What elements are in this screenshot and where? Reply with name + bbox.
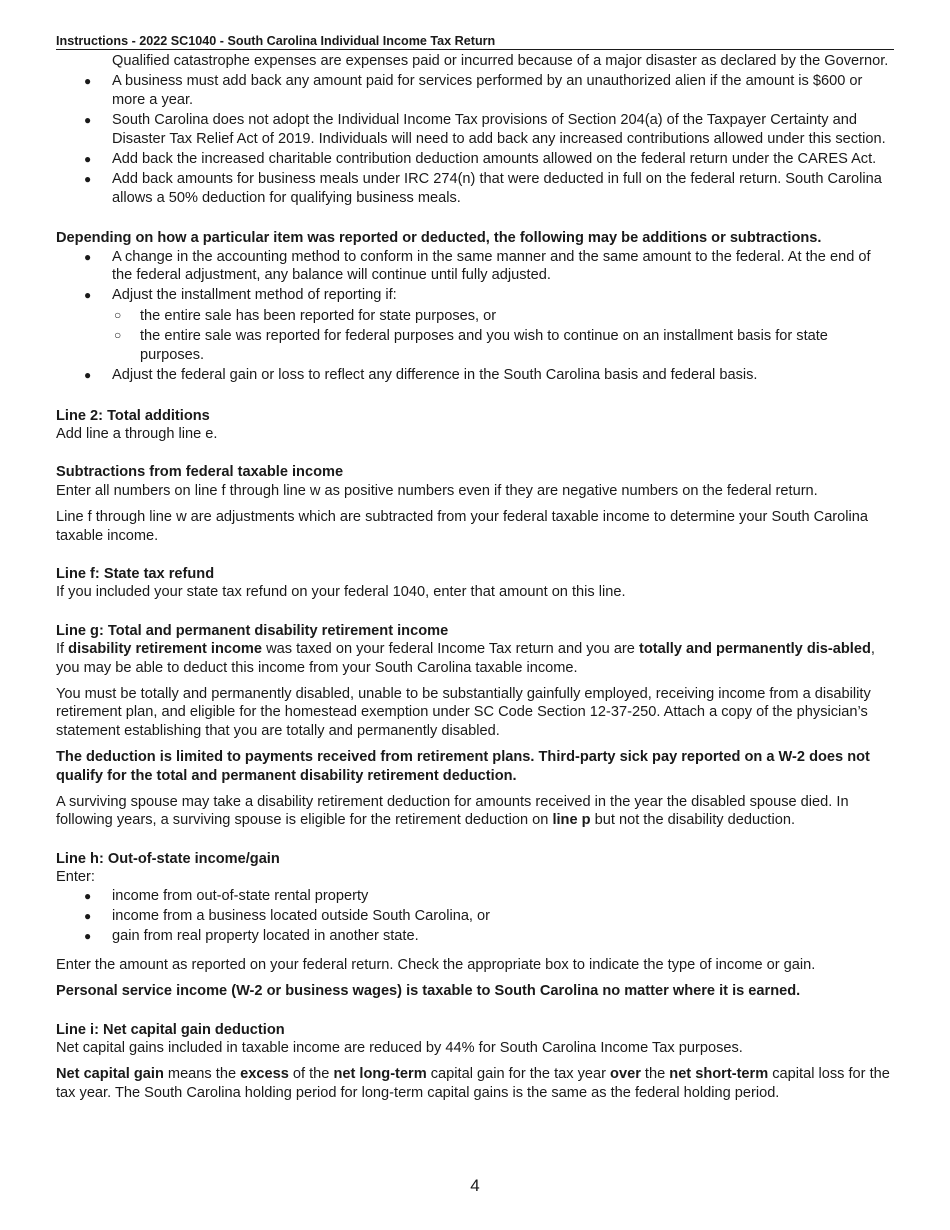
installment-sublist — [112, 307, 894, 364]
lineg-p2: You must be totally and permanently disabled, unable to be substantially gainfully employed, receiving income from a disability retirement plan, and eligible for the homestead exemption under SC Code Section 12-37-250. Attach a copy of the physician’s statement establishing that you are totally and permanently disabled. — [56, 685, 871, 739]
lineg-p4: A surviving spouse may take a disability retirement deduction for amounts received in the year the disabled spouse died. In following years, a surviving spouse is eligible for the retirement deduction on line p but not the disability deduction. — [56, 794, 849, 829]
lineg-p3: The deduction is limited to payments received from retirement plans. Third-party sick pay reported on a W-2 does not qualify for the total and permanent disability retirement deduction. — [56, 749, 870, 784]
subtractions-p2: Line f through line w are adjustments which are subtracted from your federal taxable income to determine your South Carolina taxable income. — [56, 509, 869, 544]
line2-text: Add line a through line e. — [56, 425, 218, 442]
bullet-icon: ● — [84, 888, 92, 903]
page-number: 4 — [470, 1176, 480, 1195]
list-item: ● A change in the accounting method to conform in the same manner and the same amount to the federal. At the end of the federal adjustment, any balance will continue until fully adjusted. — [84, 248, 871, 284]
line2-heading: Line 2: Total additions — [56, 407, 210, 424]
bullet-icon: ● — [84, 288, 92, 303]
lineh-heading: Line h: Out-of-state income/gain — [56, 850, 280, 867]
circle-bullet-icon: ○ — [114, 307, 122, 322]
list-item: ● Add back amounts for business meals under IRC 274(n) that were deducted in full on the federal return. South Carolina allows a 50% deduction for qualifying business meals. — [84, 171, 882, 206]
subtractions-heading: Subtractions from federal taxable income — [56, 464, 344, 481]
linei-heading: Line i: Net capital gain deduction — [56, 1021, 285, 1038]
bullet-icon: ● — [84, 113, 92, 128]
list-item: ● A business must add back any amount paid for services performed by an unauthorized alien if the amount is $600 or more a year. — [84, 73, 863, 108]
list-item: ● income from a business located outside South Carolina, or — [84, 908, 491, 925]
list-item: ● Adjust the federal gain or loss to reflect any difference in the South Carolina basis and federal basis. — [84, 367, 758, 384]
bullet-icon: ● — [84, 368, 92, 383]
lineh-p1: Enter the amount as reported on your federal return. Check the appropriate box to indicate the type of income or gain. — [56, 956, 816, 973]
list-item: ● Add back the increased charitable contribution deduction amounts allowed on the federal return under the CARES Act. — [84, 151, 877, 168]
circle-bullet-icon: ○ — [114, 328, 122, 343]
list-item: ● South Carolina does not adopt the Individual Income Tax provisions of Section 204(a) of the Taxpayer Certainty and Disaster Tax Relief Act of 2019. Individuals will need to add back any increased contributions allowed under this section. — [84, 112, 886, 147]
linef-text: If you included your state tax refund on your federal 1040, enter that amount on this line. — [56, 584, 626, 601]
lineg-heading: Line g: Total and permanent disability retirement income — [56, 622, 449, 639]
linei-p2: Net capital gain means the excess of the net long-term capital gain for the tax year over the net short-term capital loss for the tax year. The South Carolina holding period for long-term capital gains is the same as the federal holding period. — [56, 1066, 890, 1101]
bullet-icon: ● — [84, 172, 92, 187]
lineh-enter: Enter: — [56, 869, 95, 886]
bullet-icon: ● — [84, 909, 92, 924]
bullet-icon: ● — [84, 74, 92, 89]
lineh-list — [56, 887, 894, 946]
subtractions-p1: Enter all numbers on line f through line w as positive numbers even if they are negative numbers on the federal return. — [56, 482, 818, 499]
intro-continuation: Qualified catastrophe expenses are expenses paid or incurred because of a major disaster as declared by the Governor. — [112, 53, 889, 69]
bullet-icon: ● — [84, 249, 92, 264]
depending-list — [56, 248, 894, 385]
additions-list — [56, 72, 894, 207]
sub-list-item: ○ the entire sale was reported for federal purposes and you wish to continue on an installment basis for state purposes. — [114, 328, 828, 363]
depending-heading: Depending on how a particular item was reported or deducted, the following may be additions or subtractions. — [56, 230, 822, 247]
list-item: ● gain from real property located in another state. — [84, 928, 419, 945]
list-item: ● income from out-of-state rental property — [84, 887, 369, 904]
bullet-icon: ● — [84, 929, 92, 944]
sub-list-item: ○ the entire sale has been reported for state purposes, or — [114, 307, 497, 324]
lineh-p2: Personal service income (W-2 or business wages) is taxable to South Carolina no matter where it is earned. — [56, 983, 801, 1000]
linei-p1: Net capital gains included in taxable income are reduced by 44% for South Carolina Income Tax purposes. — [56, 1040, 743, 1057]
linef-heading: Line f: State tax refund — [56, 565, 215, 582]
running-header: Instructions - 2022 SC1040 - South Carolina Individual Income Tax Return — [56, 34, 894, 50]
lineg-p1: If disability retirement income was taxed on your federal Income Tax return and you are totally and permanently dis-abled, you may be able to deduct this income from your South Carolina taxable income. — [56, 641, 875, 676]
list-item: ● Adjust the installment method of reporting if: ○ the entire sale has been reported for state purposes, or ○ the entire sale was reported for federal purposes and you wish to continue on an installment basis for state purposes. — [56, 286, 894, 364]
page-content — [56, 34, 894, 1102]
bullet-icon: ● — [84, 152, 92, 167]
